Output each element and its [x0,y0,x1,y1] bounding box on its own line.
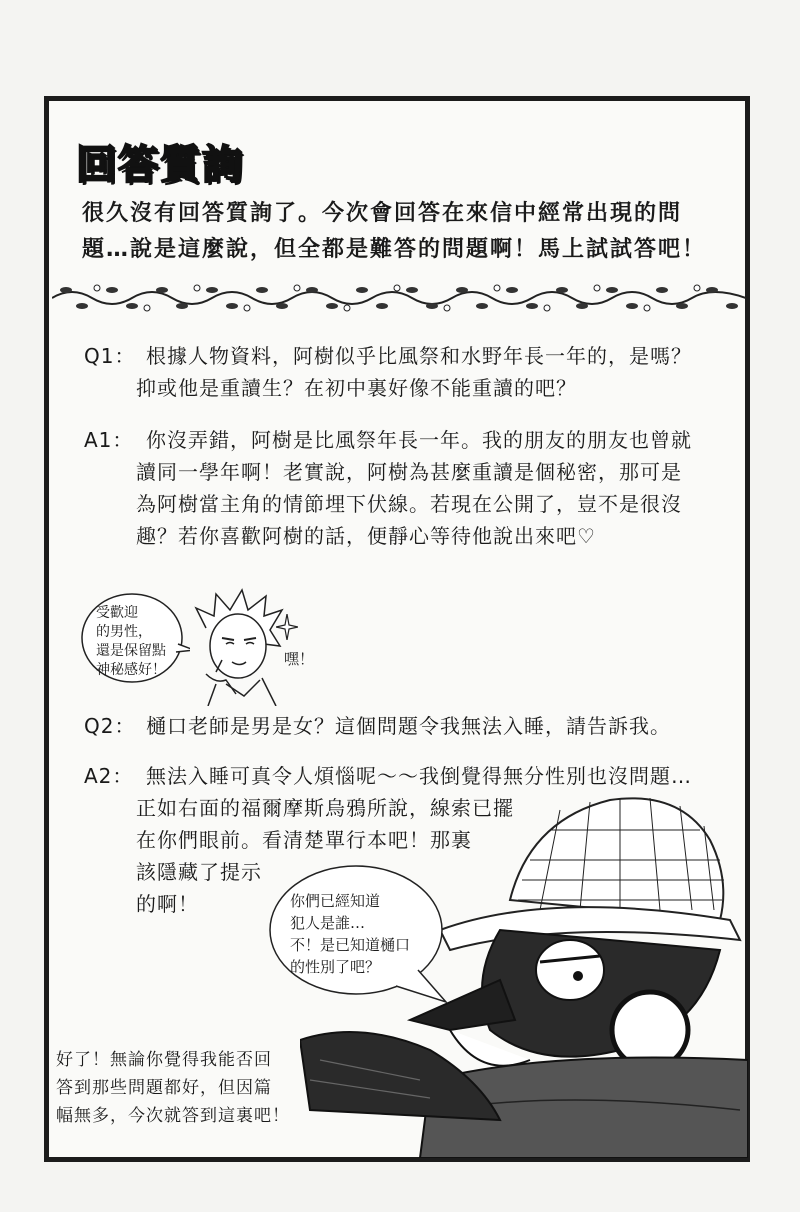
a1-line: 趣？若你喜歡阿樹的話，便靜心等待他說出來吧♡ [136,524,596,548]
q1-label: Q1： [84,344,136,368]
a2-line: 無法入睡可真令人煩惱呢～～我倒覺得無分性別也沒問題… [146,764,692,788]
boy-bubble-text [96,604,186,680]
intro-text [82,196,732,268]
closing-line: 答到那些問題都好，但因篇 [56,1078,272,1098]
vine-divider [52,278,746,318]
q1-line: 根據人物資料，阿樹似乎比風祭和水野年長一年的，是嗎？ [146,344,692,368]
bubble-line: 受歡迎 [96,605,138,621]
a2-label: A2： [84,764,134,788]
bubble-line: 犯人是誰… [290,914,366,932]
intro-line: 很久沒有回答質詢了。今次會回答在來信中經常出現的問 [82,201,683,226]
question-2 [84,710,671,742]
a1-line: 為阿樹當主角的情節埋下伏線。若現在公開了，豈不是很沒 [136,492,682,516]
bubble-line: 神秘感好！ [96,662,166,678]
closing-line: 幅無多，今次就答到這裏吧！ [56,1106,290,1126]
bubble-line: 的男性， [96,624,152,640]
q2-line: 樋口老師是男是女？這個問題令我無法入睡，請告訴我。 [146,714,671,738]
crow-bubble-text [290,890,420,978]
closing-line: 好了！無論你覺得我能否回 [56,1050,272,1070]
sparkle-icon [276,614,298,640]
boy-character-illustration [186,588,296,706]
answer-1 [84,424,692,552]
bubble-line: 你們已經知道 [290,892,381,910]
a2-line: 該隱藏了提示 [136,860,262,884]
q1-line: 抑或他是重讀生？在初中裏好像不能重讀的吧？ [136,376,577,400]
boy-sfx: 嘿！ [284,650,315,668]
a1-line: 讀同一學年啊！老實說，阿樹為甚麼重讀是個秘密，那可是 [136,460,682,484]
bubble-line: 的性別了吧？ [290,958,381,976]
question-1 [84,340,692,404]
intro-line: 題…說是這麼說，但全都是難答的問題啊！馬上試試答吧！ [82,237,707,262]
a2-line: 的啊！ [136,892,199,916]
a1-label: A1： [84,428,134,452]
bubble-line: 不！是已知道樋口 [290,936,411,954]
a2-line: 在你們眼前。看清楚單行本吧！那裏 [136,828,472,852]
bubble-line: 還是保留點 [96,643,166,659]
q2-label: Q2： [84,714,136,738]
a2-line: 正如右面的福爾摩斯烏鴉所說，線索已擺 [136,796,514,820]
closing-text [56,1046,290,1130]
a1-line: 你沒弄錯，阿樹是比風祭年長一年。我的朋友的朋友也曾就 [146,428,692,452]
page-title: 回答質詢 [76,142,244,188]
